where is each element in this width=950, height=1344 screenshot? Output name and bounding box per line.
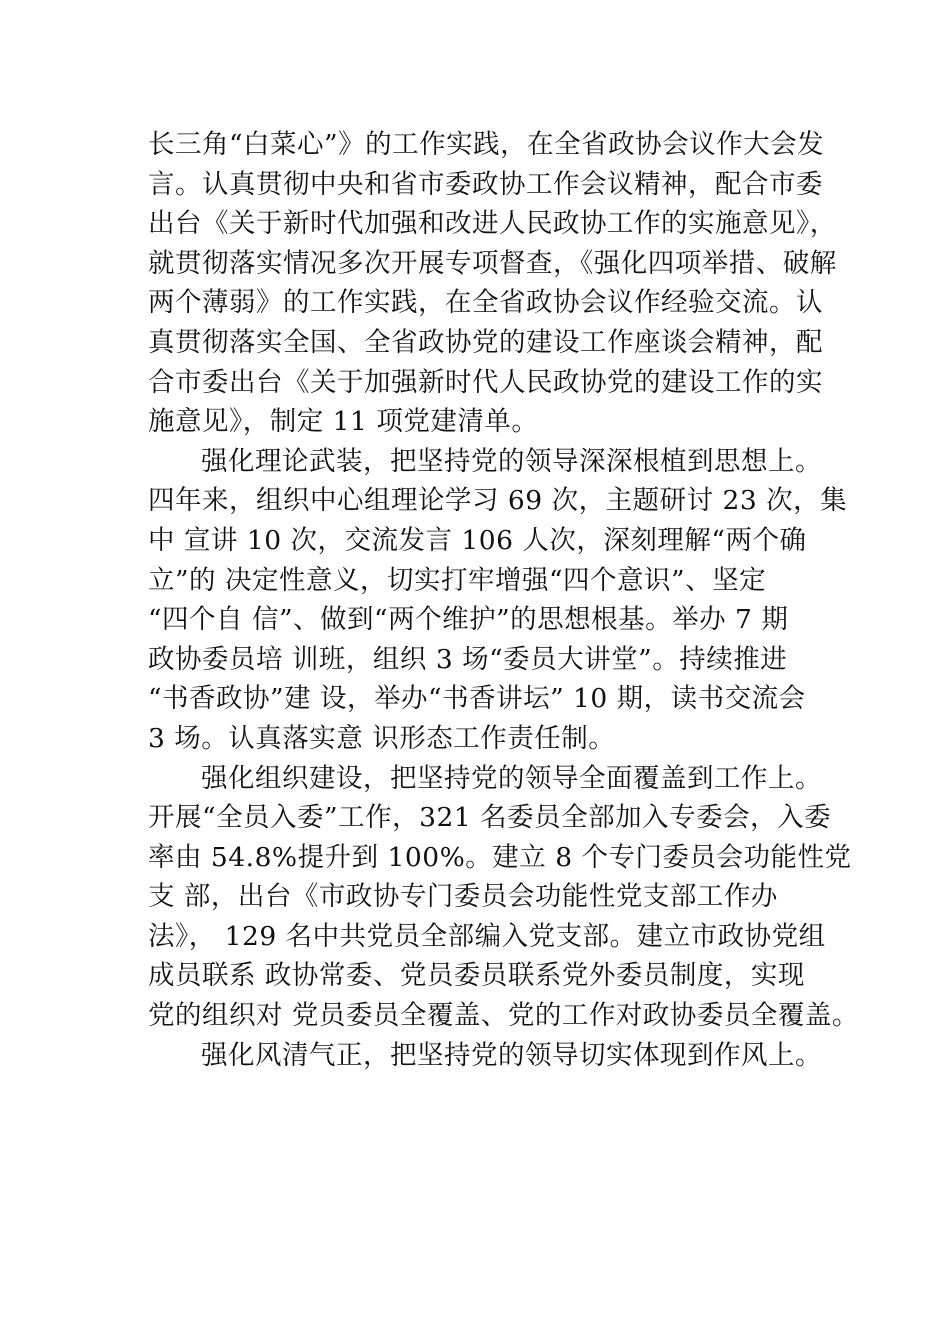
text-line: 就贯彻落实情况多次开展专项督查，《强化四项举措、破解 [148, 247, 837, 279]
text-line: “书香政协”建 设，举办“书香讲坛” 10 期，读书交流会 [148, 683, 806, 715]
paragraph-heading-organization: 强化组织建设，把坚持党的领导全面覆盖到工作上。 [201, 762, 822, 794]
text-line: 政协委员培 训班，组织 3 场“委员大讲堂”。持续推进 [148, 643, 788, 675]
text-line: 真贯彻落实全国、全省政协党的建设工作座谈会精神，配 [148, 326, 823, 358]
paragraph-heading-style: 强化风清气正，把坚持党的领导切实体现到作风上。 [201, 1039, 822, 1071]
text-line: 法》， 129 名中共党员全部编入党支部。建立市政协党组 [148, 920, 826, 952]
text-line: 长三角“白菜心”》的工作实践，在全省政协会议作大会发 [148, 129, 825, 160]
text-line: 言。认真贯彻中央和省市委政协工作会议精神，配合市委 [148, 168, 823, 200]
text-line: 出台《关于新时代加强和改进人民政协工作的实施意见》， [148, 208, 837, 240]
text-line: 中 宣讲 10 次，交流发言 106 人次，深刻理解“两个确 [148, 524, 807, 556]
text-line: 率由 54.8%提升到 100%。建立 8 个专门委员会功能性党 [148, 841, 852, 873]
text-line: “四个自 信”、做到“两个维护”的思想根基。举办 7 期 [148, 604, 789, 636]
text-line: 合市委出台《关于加强新时代人民政协党的建设工作的实 [148, 366, 823, 398]
text-line: 党的组织对 党员委员全覆盖、党的工作对政协委员全覆盖。 [148, 1000, 859, 1032]
text-line: 施意见》，制定 11 项党建清单。 [148, 406, 539, 438]
text-line: 开展“全员入委”工作，321 名委员全部加入专委会，入委 [148, 802, 832, 834]
text-line: 两个薄弱》的工作实践，在全省政协会议作经验交流。认 [148, 287, 823, 319]
text-line: 立”的 决定性意义，切实打牢增强“四个意识”、坚定 [148, 564, 767, 596]
text-line: 成员联系 政协常委、党员委员联系党外委员制度，实现 [148, 960, 805, 992]
text-line: 四年来，组织中心组理论学习 69 次，主题研讨 23 次，集 [148, 485, 848, 517]
text-line: 3 场。认真落实意 识形态工作责任制。 [148, 722, 616, 754]
text-line: 支 部，出台《市政协专门委员会功能性党支部工作办 [148, 881, 778, 913]
body-text [148, 125, 859, 1075]
paragraph-heading-theory: 强化理论武装，把坚持党的领导深深根植到思想上。 [201, 445, 822, 477]
